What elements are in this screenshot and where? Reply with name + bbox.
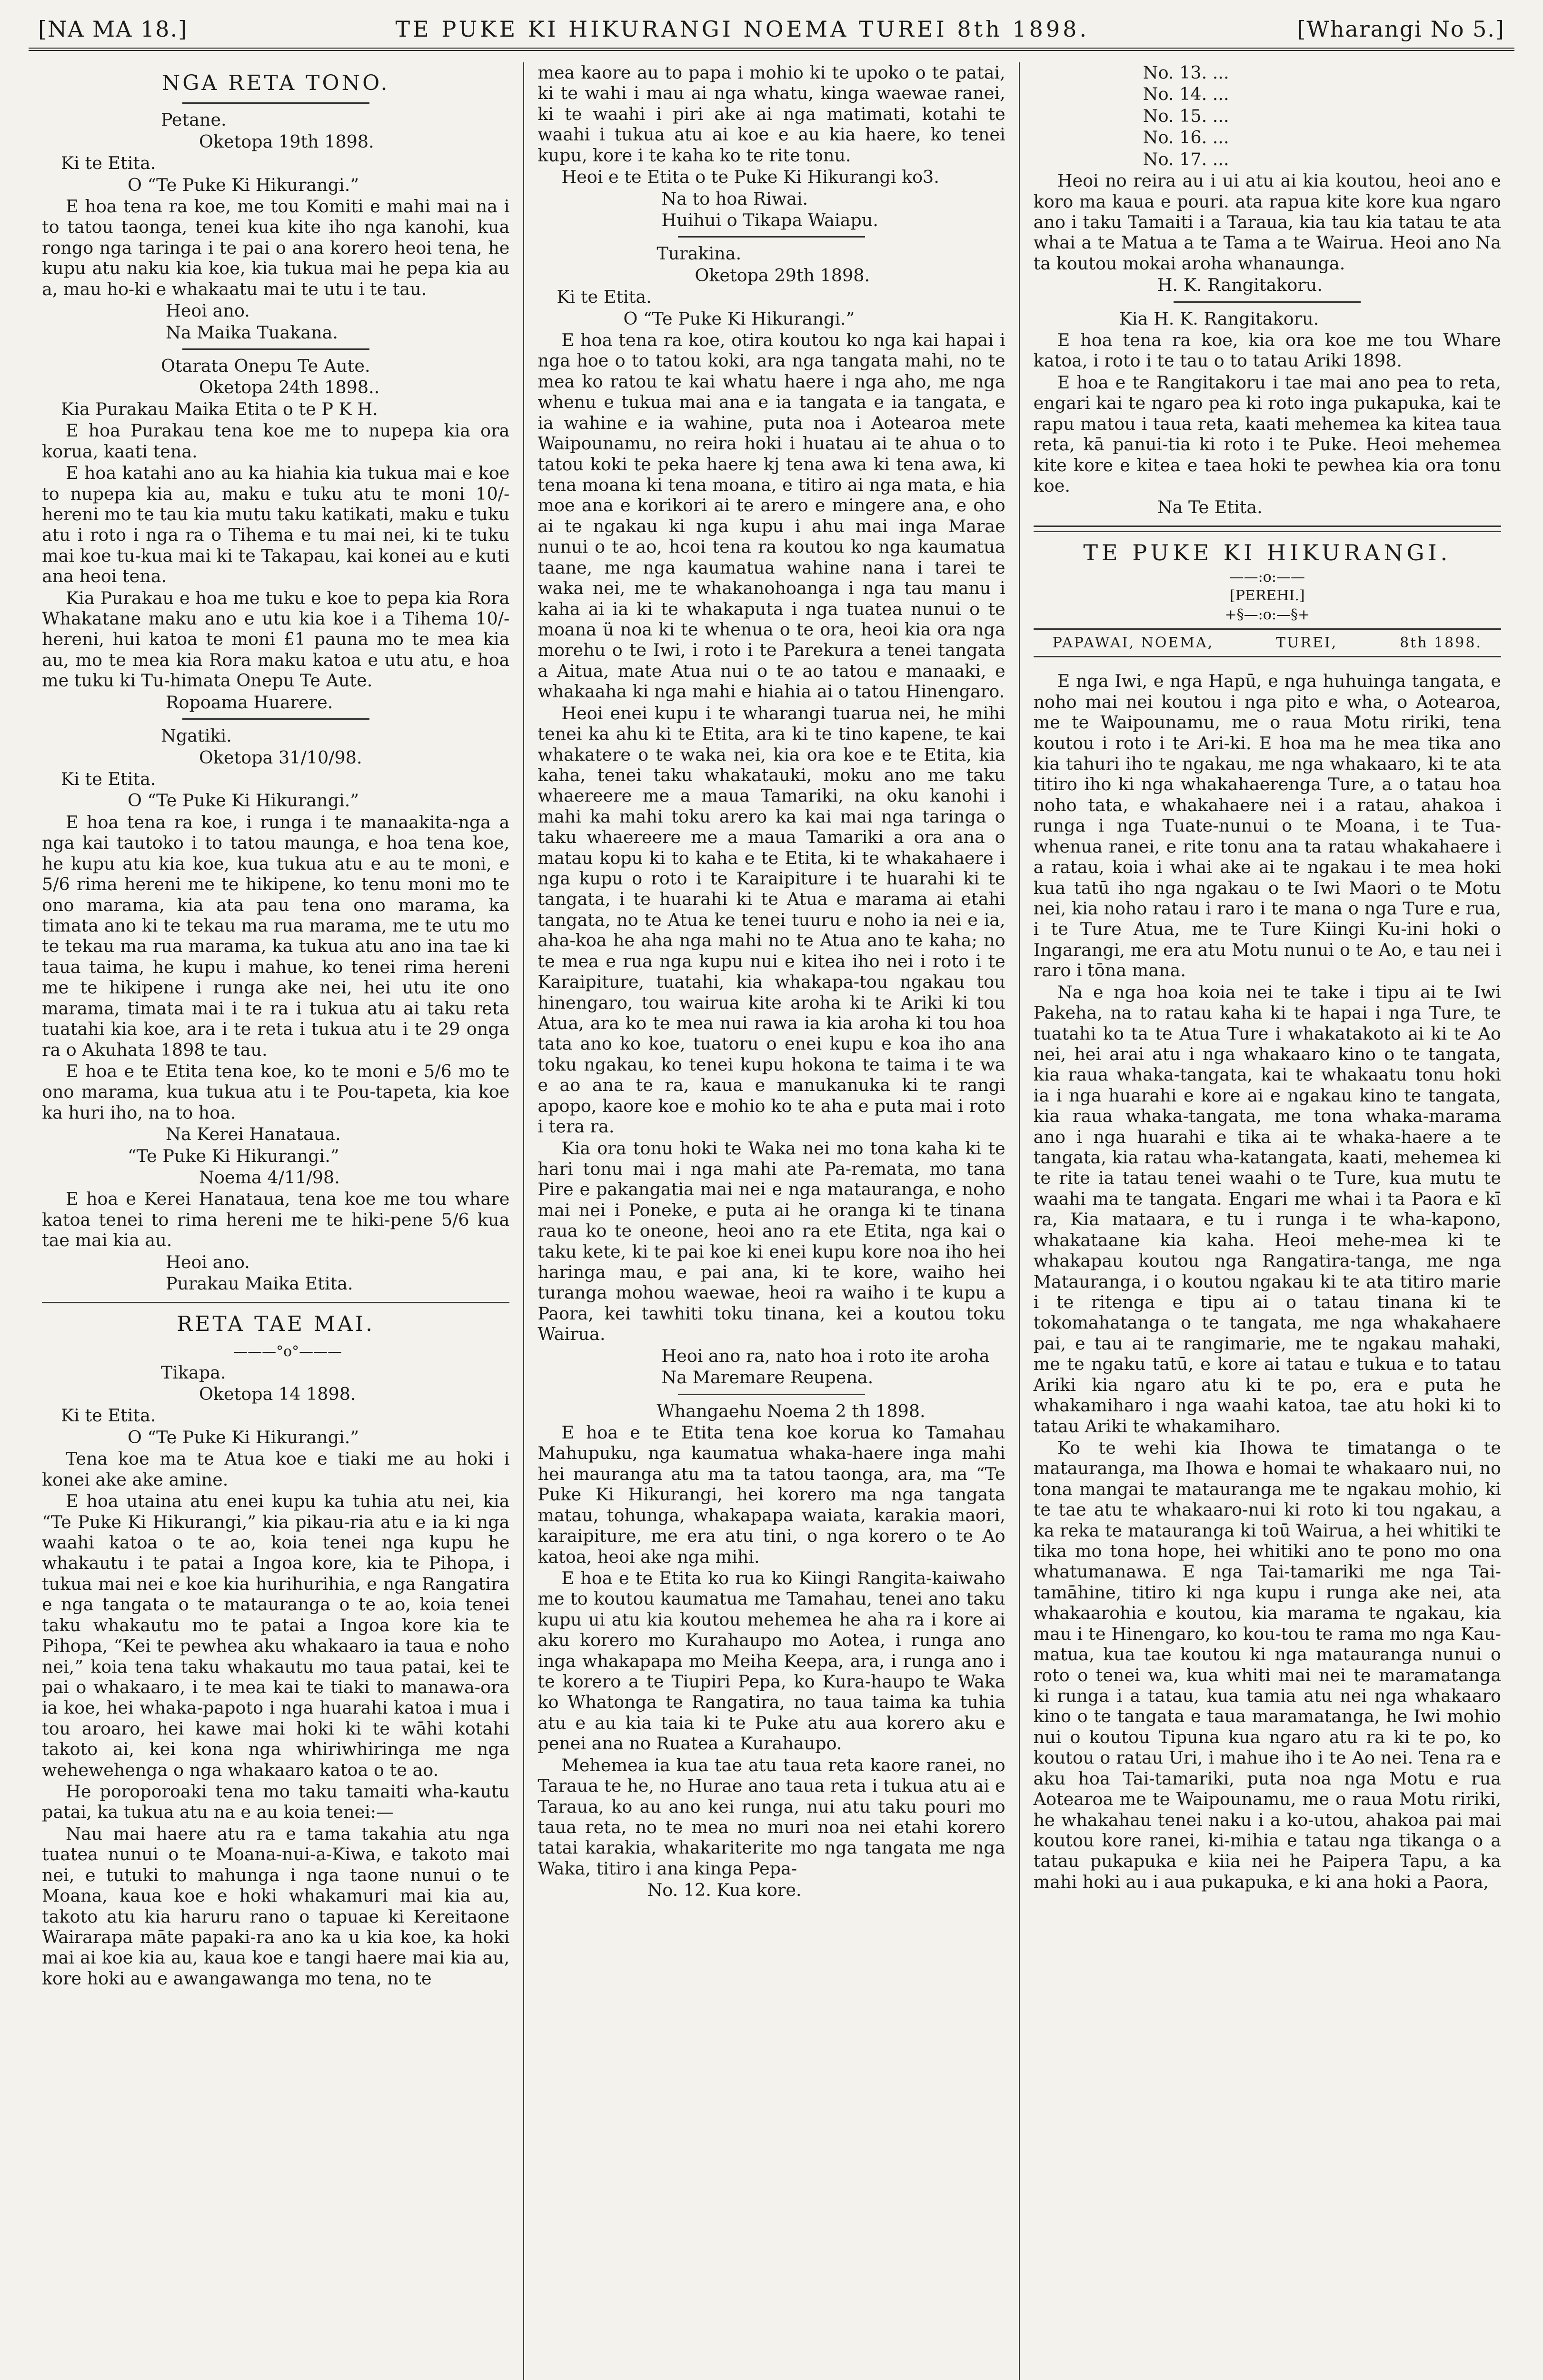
letter-place: Tikapa. — [161, 1362, 226, 1383]
section-heading: NGA RETA TONO. — [161, 71, 390, 95]
letter — [538, 243, 1005, 1388]
number-entry: No. 15. ... — [1143, 105, 1229, 126]
number-entry: No. 13. ... — [1143, 62, 1229, 83]
letter-body: E hoa e te Rangitakoru i tae mai ano pea to reta, engari kai te ngaro pea ki roto inga pukapuka, kai te rapu matou i taua reta, kaati mehemea ka kitea taua reta, kā panui-tia ki roto i te Puke. Heoi mehemea kite kore e kitea e taea hoki te pewhea kia ora tonu koe. — [1033, 372, 1501, 496]
section-heading: RETA TAE MAI. — [177, 1311, 375, 1336]
dateline-date: 8th 1898. — [1400, 634, 1482, 651]
letter-body: mea kaore au to papa i mohio ki te upoko o te patai, ki te wahi i mau ai nga whatu, kinga waewae ranei, ki te waahi i piri ake ai nga matimati, kotahi te waahi i tukua atu ai koe e au kia haere, ko tenei kupu, kore i te kaha ko te rite tonu. — [538, 62, 1005, 166]
editorial-paragraph: Na e nga hoa koia nei te take i tipu ai te Iwi Pakeha, na to ratau kaha ki te hapai i nga Ture, te tuatahi ko ta te Atua Ture i whakatakoto ai ki te Ao nei, hei arai atu i nga whakaaro kino o te tangata, kia raua whaka-tangata, kai te whakaatu tonu hoki ia i nga huarahi e kore ai e ngakau kino te tangata, kia raua whaka-tangata, me tona whaka-marama ano i nga huarahi e tika ai te whaka-haere a te tangata, kia ratau wha-katangata, kaati, mehemea ki te rite ia tatau tenei waahi o te Ture, kua mutu te waahi ma te tangata. Engari me whai i ta Paora e kī ra, Kia mataara, e tu i runga i te wha-kapono, whakataane kia kaha. Heoi mehe-mea ki te whakapau koutou nga Rangatira-tanga, me nga Matauranga, i o koutou ngakau ki te ata titiro marie i te ritenga e tipu ai o tatau tinana ki te tokomahatanga o te tangata, me nga whakahaere pai, e tau ai te rangimarie, me te ngakau mahaki, me te ngaku tatū, e kore ai tatau e tukua e to tatau Ariki kia ngaro atu ki te po, era e puta he whakamiharo i nga waahi katoa, tae atu hoki ki to tatau Ariki te whakamiharo. — [1033, 982, 1501, 1437]
letter-body: E hoa e Kerei Hanataua, tena koe me tou whare katoa tenei to rima hereni me te hiki-pene 5/6 kua tae mai kia au. — [42, 1189, 510, 1251]
page-number: [Wharangi No 5.] — [1297, 16, 1505, 42]
letter-body: Kia ora tonu hoki te Waka nei mo tona kaha ki te hari tonu mai i nga mahi ate Pa-remata, mo tana Pire e pakangatia mai nei e nga matauranga, e noho mai nei i Poneke, e puta ai he oranga ki te tinana raua ko te oneone, heoi ano ra ete Etita, nga kai o taku kete, ki te pai koe ki enei kupu kore noa iho hei haringa mau, e pai ana, ki te kore, waiho hei turanga mohou waewae, heoi ra waiho i te kupu a Paora, kei tawhiti toku tinana, kei a koutou toku Wairua. — [538, 1138, 1005, 1345]
issue-number: [NA MA 18.] — [38, 16, 188, 42]
letter-place: Whangaehu Noema 2 th 1898. — [657, 1400, 926, 1421]
divider — [678, 236, 865, 238]
letter-date: Noema 4/11/98. — [199, 1167, 340, 1188]
letter-body: E hoa tena ra koe, me tou Komiti e mahi mai na i to tatou taonga, tenei kua kite iho nga kanohi, kua rongo nga taringa i te pai o ana korero heoi tena, he kupu atu naku kia koe, kia tukua mai he pepa kia au a, mau ho-ki e whakaatu mai te utu i te tau. — [42, 196, 510, 299]
letter-address: Ki te Etita. — [61, 1405, 156, 1426]
divider — [1034, 531, 1501, 532]
letter-salutation: O “Te Puke Ki Hikurangi.” — [623, 308, 855, 329]
divider — [182, 348, 369, 350]
letter-salutation: O “Te Puke Ki Hikurangi.” — [128, 1427, 359, 1448]
letter-signature: H. K. Rangitakoru. — [1157, 275, 1323, 296]
letter-body: Mehemea ia kua tae atu taua reta kaore ranei, no Taraua te he, no Hurae ano taua reta i tukua atu ai e Taraua, ko au ano kei runga, nui atu taku pouri mo taua reta, no te mea no muri noa nei etahi korero tatai karakia, whakariterite mo nga tangata me nga Waka, titiro i ana kinga Pepa- — [538, 1755, 1005, 1879]
letter-body: Heoi e te Etita o te Puke Ki Hikurangi ko3. — [561, 167, 939, 188]
letter-body: E hoa katahi ano au ka hiahia kia tukua mai e koe to nupepa kia au, maku e tuku atu te moni 10/- hereni mo te tau kia mutu taku katikati, maku e tuku atu i roto i nga ra o Tihema e tu mai nei, ki te tuku mai koe tu-kua mai ki te Takapau, kai konei au e kuti ana heoi tena. — [42, 463, 510, 587]
letter-signature: Huihui o Tikapa Waiapu. — [661, 209, 878, 230]
letter-place: Ngatiki. — [161, 725, 232, 746]
letter-date: Oketopa 14 1898. — [199, 1384, 356, 1405]
ornament: +§—:o:—§+ — [1224, 606, 1310, 623]
letter-salutation: O “Te Puke Ki Hikurangi.” — [128, 174, 359, 195]
letter — [42, 725, 509, 1144]
perehi-label: [PEREHI.] — [1230, 587, 1305, 605]
letter-body: Nau mai haere atu ra e tama takahia atu nga tuatea nunui o te Moana-nui-a-Kiwa, e takoto mai nei, e tutuki to mahunga i nga taone nunui o te Moana, kaua koe e hoki whakamuri mai kia au, takoto atu kia haruru rano o tapuae ki Kereitaone Wairarapa māte papaki-ra ano ka u kia koe, ka hoki mai ai koe kia au, kaua koe e tangi haere mai kia au, kore hoki au e awangawanga mo tena, no te — [42, 1823, 510, 1989]
letter-address: Kia Purakau Maika Etita o te P K H. — [61, 398, 378, 419]
letter-signature: Na Te Etita. — [1157, 497, 1263, 518]
divider — [182, 102, 369, 104]
divider — [678, 1394, 865, 1395]
column-3 — [1019, 62, 1514, 2380]
letter-signature: Purakau Maika Etita. — [166, 1273, 353, 1294]
editorial-masthead: TE PUKE KI HIKURANGI. — [1083, 539, 1452, 565]
letter-body: E hoa utaina atu enei kupu ka tuhia atu nei, kia “Te Puke Ki Hikurangi,” kia pikau-ria atu e ia ki nga waahi katoa o te ao, koia tenei nga kupu he whakautu i te patai a Ingoa kore, kia te Pihopa, i tukua mai nei e koe kia hurihurihia, e nga Rangatira e nga tangata o te matauranga o te ao, koia tenei taku whakautu mo te patai a Ingoa kore kia te Pihopa, “Kei te pewhea aku whakaaro ia taua e noho nei,” koia tena taku whakautu mo taua patai, kei te pai o whakaaro, i te mea kai te tiaki to manawa-ora ia koe, hei whaka-papoto i nga huarahi katoa i mua i tou aroaro, hei kawe mai hoki ki te wāhi kotahi takoto ai, kei kona nga whiriwhiringa me nga wehewehenga o nga whakaaro katoa o te ao. — [42, 1491, 510, 1780]
letter-body: E hoa Purakau tena koe me to nupepa kia ora korua, kaati tena. — [42, 420, 510, 462]
letter-body: E hoa e te Etita tena koe, ko te moni e 5/6 mo te ono marama, kua tukua atu i te Pou-tapeta, kia koe ka huri iho, na to hoa. — [42, 1061, 510, 1123]
editorial-dateline — [1034, 628, 1501, 658]
divider — [182, 718, 369, 720]
ornament: ———°o°——— — [233, 1343, 342, 1360]
letter-close: Heoi ano. — [166, 300, 250, 321]
letter-address: Kia H. K. Rangitakoru. — [1119, 308, 1319, 329]
letter-date: Oketopa 29th 1898. — [695, 265, 870, 286]
letter-salutation: O “Te Puke Ki Hikurangi.” — [128, 790, 359, 811]
letter — [42, 109, 509, 343]
number-entry: No. 17. ... — [1143, 149, 1229, 169]
editorial-paragraph: E nga Iwi, e nga Hapū, e nga huhuinga tangata, e noho mai nei koutou i nga pito e wha, o Aotearoa, me te Waipounamu, me o raua Motu ririki, tena koutou i roto i te Ari-ki. E hoa ma he mea tika ano kia tahuri iho te ngakau, me nga whakaaro, ki te ata titiro iho ki nga whakahaerenga Ture, a o tatau hoa noho tata, e whakahaere nei i a ratau, ahakoa i runga i nga Tuate-nunui o te Moana, i te Tua-whenua ranei, e rite tonu ana ta ratau whakahaere i a ratau, koia i whai ake ai te ngakau i te mea hoki kua tatū iho nga ngakau o te Iwi Maori o te Motu nei, kia noho ratau i raro i te mana o nga Ture e rua, i te Ture Atua, me te Ture Kiingi Ku-ini hoki o Ingarangi, me era atu Motu nunui o te Ao, e tau nei i raro i tōna mana. — [1033, 671, 1501, 981]
letter — [42, 356, 509, 713]
letter-salutation: “Te Puke Ki Hikurangi.” — [128, 1145, 339, 1166]
letter-body: He poroporoaki tena mo taku tamaiti wha-kautu patai, ka tukua atu na e au koia tenei:— — [42, 1781, 510, 1823]
letter-body: Kia Purakau e hoa me tuku e koe to pepa kia Rora Whakatane maku ano e utu kia koe i a Tihema 10/- hereni, hui katoa te moni £1 pauna mo te mea kia au, mo te mea kia Rora maku katoa e utu atu, e hoa me tuku ki Tu-himata Onepu Te Aute. — [42, 587, 510, 691]
letter — [42, 1362, 509, 1989]
newspaper-title: TE PUKE KI HIKURANGI NOEMA TUREI 8th 1898. — [395, 16, 1090, 42]
number-entry: No. 16. ... — [1143, 127, 1229, 148]
dateline-place: PAPAWAI, NOEMA, — [1052, 634, 1214, 651]
letter-date: Oketopa 24th 1898.. — [199, 377, 380, 398]
letter-signature: Na Kerei Hanataua. — [166, 1124, 341, 1145]
letter-signature: Na to hoa Riwai. — [661, 188, 808, 209]
letter-place: Turakina. — [657, 243, 742, 264]
column-1 — [29, 62, 523, 2380]
letter-place: Otarata Onepu Te Aute. — [161, 356, 370, 376]
letter — [1034, 308, 1501, 518]
letter-close: Heoi ano. — [166, 1251, 250, 1272]
dateline-day: TUREI, — [1276, 634, 1338, 651]
letter-address: Ki te Etita. — [61, 153, 156, 174]
letter-body: E hoa tena ra koe, otira koutou ko nga kai hapai i nga hoe o to tatou koki, ara nga tangata mahi, no te mea ko ratou te kai whatu haere i nga aho, me nga whenu e tukua mai ana e ia tangata e ia tangata, e ia wahine e ia wahine, puta noa i Aotearoa mete Waipounamu, no reira hoki i huatau ai te ahua o to tatou koki te peka haere kj tena awa ki tena awa, ki tena moana ki tena moana, e titiro ai nga mata, e hia moe ana e korikori ai te arero e mingere ana, e oho ai te ngakau ki nga kupu i ahu mai inga Marae nunui o te ao, hcoi tena ra koutou ko nga kaumatua taane, me nga kaumatua wahine nana i tarei te waka nei, me te whakanohoanga i nga tau manu i kaha ai ia ki te whakaputa i nga tuatea nunui o te moana ü noa ki te whenua o te ora, heoi kia ora nga morehu o te Iwi, i roto i te Parekura a tenei tangata a Aitua, mate Atua nui o te ao tatou e manaaki, e whakaaha ki nga mahi e hiahia ai o tatou Hinengaro. — [538, 330, 1005, 702]
letter-body: Heoi no reira au i ui atu ai kia koutou, heoi ano e koro ma kaua e pouri. ata rapua kite kore kua ngaro ano i taku Tamaiti i a Taraua, kia tau kia tatau te ata whai a te Matua a te Tama a te Wairua. Heoi ano Na ta koutou mokai aroha whanaunga. — [1033, 170, 1501, 274]
letter-close: Heoi ano ra, nato hoa i roto ite aroha — [661, 1345, 990, 1366]
letter-address: Ki te Etita. — [557, 287, 652, 307]
letter-signature: Na Maremare Reupena. — [661, 1367, 874, 1388]
page-header — [29, 13, 1514, 51]
divider — [42, 1302, 509, 1303]
columns — [29, 62, 1514, 2380]
divider — [1034, 526, 1501, 527]
letter-address: Ki te Etita. — [61, 769, 156, 790]
letter-date: Oketopa 19th 1898. — [199, 131, 374, 152]
letter-place: Petane. — [161, 109, 227, 130]
letter-body: E hoa e te Etita tena koe korua ko Tamahau Mahupuku, nga kaumatua whaka-haere inga mahi hei mauranga atu ma ta tatou taonga, ara, ma “Te Puke Ki Hikurangi, hei korero ma nga tangata matau, tohunga, whakapapa waiata, karakia maori, karaipiture, me era atu tini, o nga korero o te Ao katoa, heoi ake nga mihi. — [538, 1422, 1005, 1567]
column-2 — [523, 62, 1018, 2380]
letter — [42, 1146, 509, 1294]
letter-signature: Ropoama Huarere. — [166, 692, 333, 713]
ornament: ——:o:—— — [1229, 568, 1305, 585]
letter-body: E hoa e te Etita ko rua ko Kiingi Rangita-kaiwaho me to koutou kaumatua me Tamahau, tenei ano taku kupu ui atu kia koutou mehemea he aha ra i kore ai aku korero mo Kurahaupo mo Aotea, i runga ano inga whakapapa mo Meiha Keepa, ara, i runga ano i te korero a te Tiupiri Pepa, ko Kura-haupo te Waka ko Whatonga te Rangatira, no taua taima ka tuhia atu e au kia taia ki te Puke atu aua korero aku e penei ana no Ruatea a Kurahaupo. — [538, 1567, 1005, 1754]
number-entry: No. 12. Kua kore. — [647, 1880, 802, 1901]
number-entry: No. 14. ... — [1143, 84, 1229, 105]
divider — [1174, 301, 1361, 303]
letter-signature: Na Maika Tuakana. — [166, 322, 338, 343]
letter-body: E hoa tena ra koe, kia ora koe me tou Whare katoa, i roto i te tau o to tatau Ariki 1898. — [1033, 330, 1501, 371]
letter-date: Oketopa 31/10/98. — [199, 747, 362, 768]
letter-body: Heoi enei kupu i te wharangi tuarua nei, he mihi tenei ka ahu ki te Etita, ara ki te tino kapene, te kai whakatere o te waka nei, kia ora koe e te Etita, kia kaha, tenei taku whakatauki, moku ano me taku whaereere me a maua Tamariki, na oku kanohi i mahi ka mahi toku arero ka kai mai nga taringa o taku whaereere me a maua Tamariki a ora ana o matau kopu ki to kaha e te Etita, ki te whakahaere i nga kupu o roto i te Karaipiture i te huarahi ki te tangata, i te huarahi ki te Atua e marama ai etahi tangata, no te Atua ke tenei tuuru e noho ia nei e ia, aha-koa he aha nga mahi no te Atua ano te kaha; no te mea e rua nga kupu nui e kitea iho nei i roto i te Karaipiture, tuatahi, kia whakapa-tou ngakau tou hinengaro, tou wairua kite aroha ki te Ariki ki tou Atua, ara ko te mea nui rawa ia kia aroha ki tou hoa tata ano ko koe, tuatoru o enei kupu e koa iho ana toku ngakau, ko tenei kupu hokona te taima i te wa e ao ana te ra, kaua e manukanuka ki te rangi apopo, kaore koe e mohio ko te aha e puta mai i roto i tera ra. — [538, 703, 1005, 1137]
letter-body: E hoa tena ra koe, i runga i te manaakita-nga a nga kai tautoko i to tatou maunga, e hoa tena koe, he kupu atu kia koe, kua tukua atu e au te moni, e 5/6 rima hereni me te hikipene, ko tenu moni mo te ono marama, kia ata pau tena ono marama, ka timata ano ki te tekau ma rua marama, me te utu mo te tekau ma rua marama, ka tukua atu ano ina tae ki taua taima, he kupu i mahue, ko tenei rima hereni me te hikipene i runga ake nei, hei utu ite ono marama, timata mai i te ra i tukua atu ai taku reta tuatahi kia koe, ara i te reta i tukua atu i te 29 onga ra o Akuhata 1898 te tau. — [42, 812, 510, 1060]
letter-body: Tena koe ma te Atua koe e tiaki me au hoki i konei ake ake amine. — [42, 1448, 510, 1490]
editorial-paragraph: Ko te wehi kia Ihowa te timatanga o te matauranga, ma Ihowa e homai te whakaaro nui, no tona mangai te matauranga me te ngakau mohio, ki te tae atu te whakaaro-nui ki roto ki tou ngakau, a ka reka te matauranga ki toū Wairua, a hei whitiki te tika mo tona hope, hei whitiki ano te pono mo ona whatumanawa. E nga Tai-tamariki me nga Tai-tamāhine, titiro ki nga kupu i runga ake nei, ata whakaarohia e koutou, kia marama te ngakau, kia mau i te Hinengaro, ko kou-tou te rama mo nga Kau-matua, kua tae koutou ki nga matauranga nunui o roto o tenei wa, kua whiti mai nei te maramatanga ki runga i a tatau, kua tamia atu nei nga whakaaro kino o te tangata e taua maramatanga, he Iwi mohio nui o koutou Tipuna kua ngaro atu ra ki te po, ko koutou o ratau Uri, i mahue iho i te Ao nei. Tena ra e aku hoa Tai-tamariki, puta noa nga Motu e rua Aotearoa me te Waipounamu, me o raua Motu ririki, he whakahau tenei naku i a ko-utou, ahakoa pai mai koutou kore ranei, ki-mihia e tatau nga tikanga o a tatau pukapuka e kiia nei he Paipera Tapu, a ka mahi hoki au i aua pukapuka, e ki ana hoki a Paora, — [1033, 1437, 1501, 1892]
letter — [538, 1401, 1005, 1901]
